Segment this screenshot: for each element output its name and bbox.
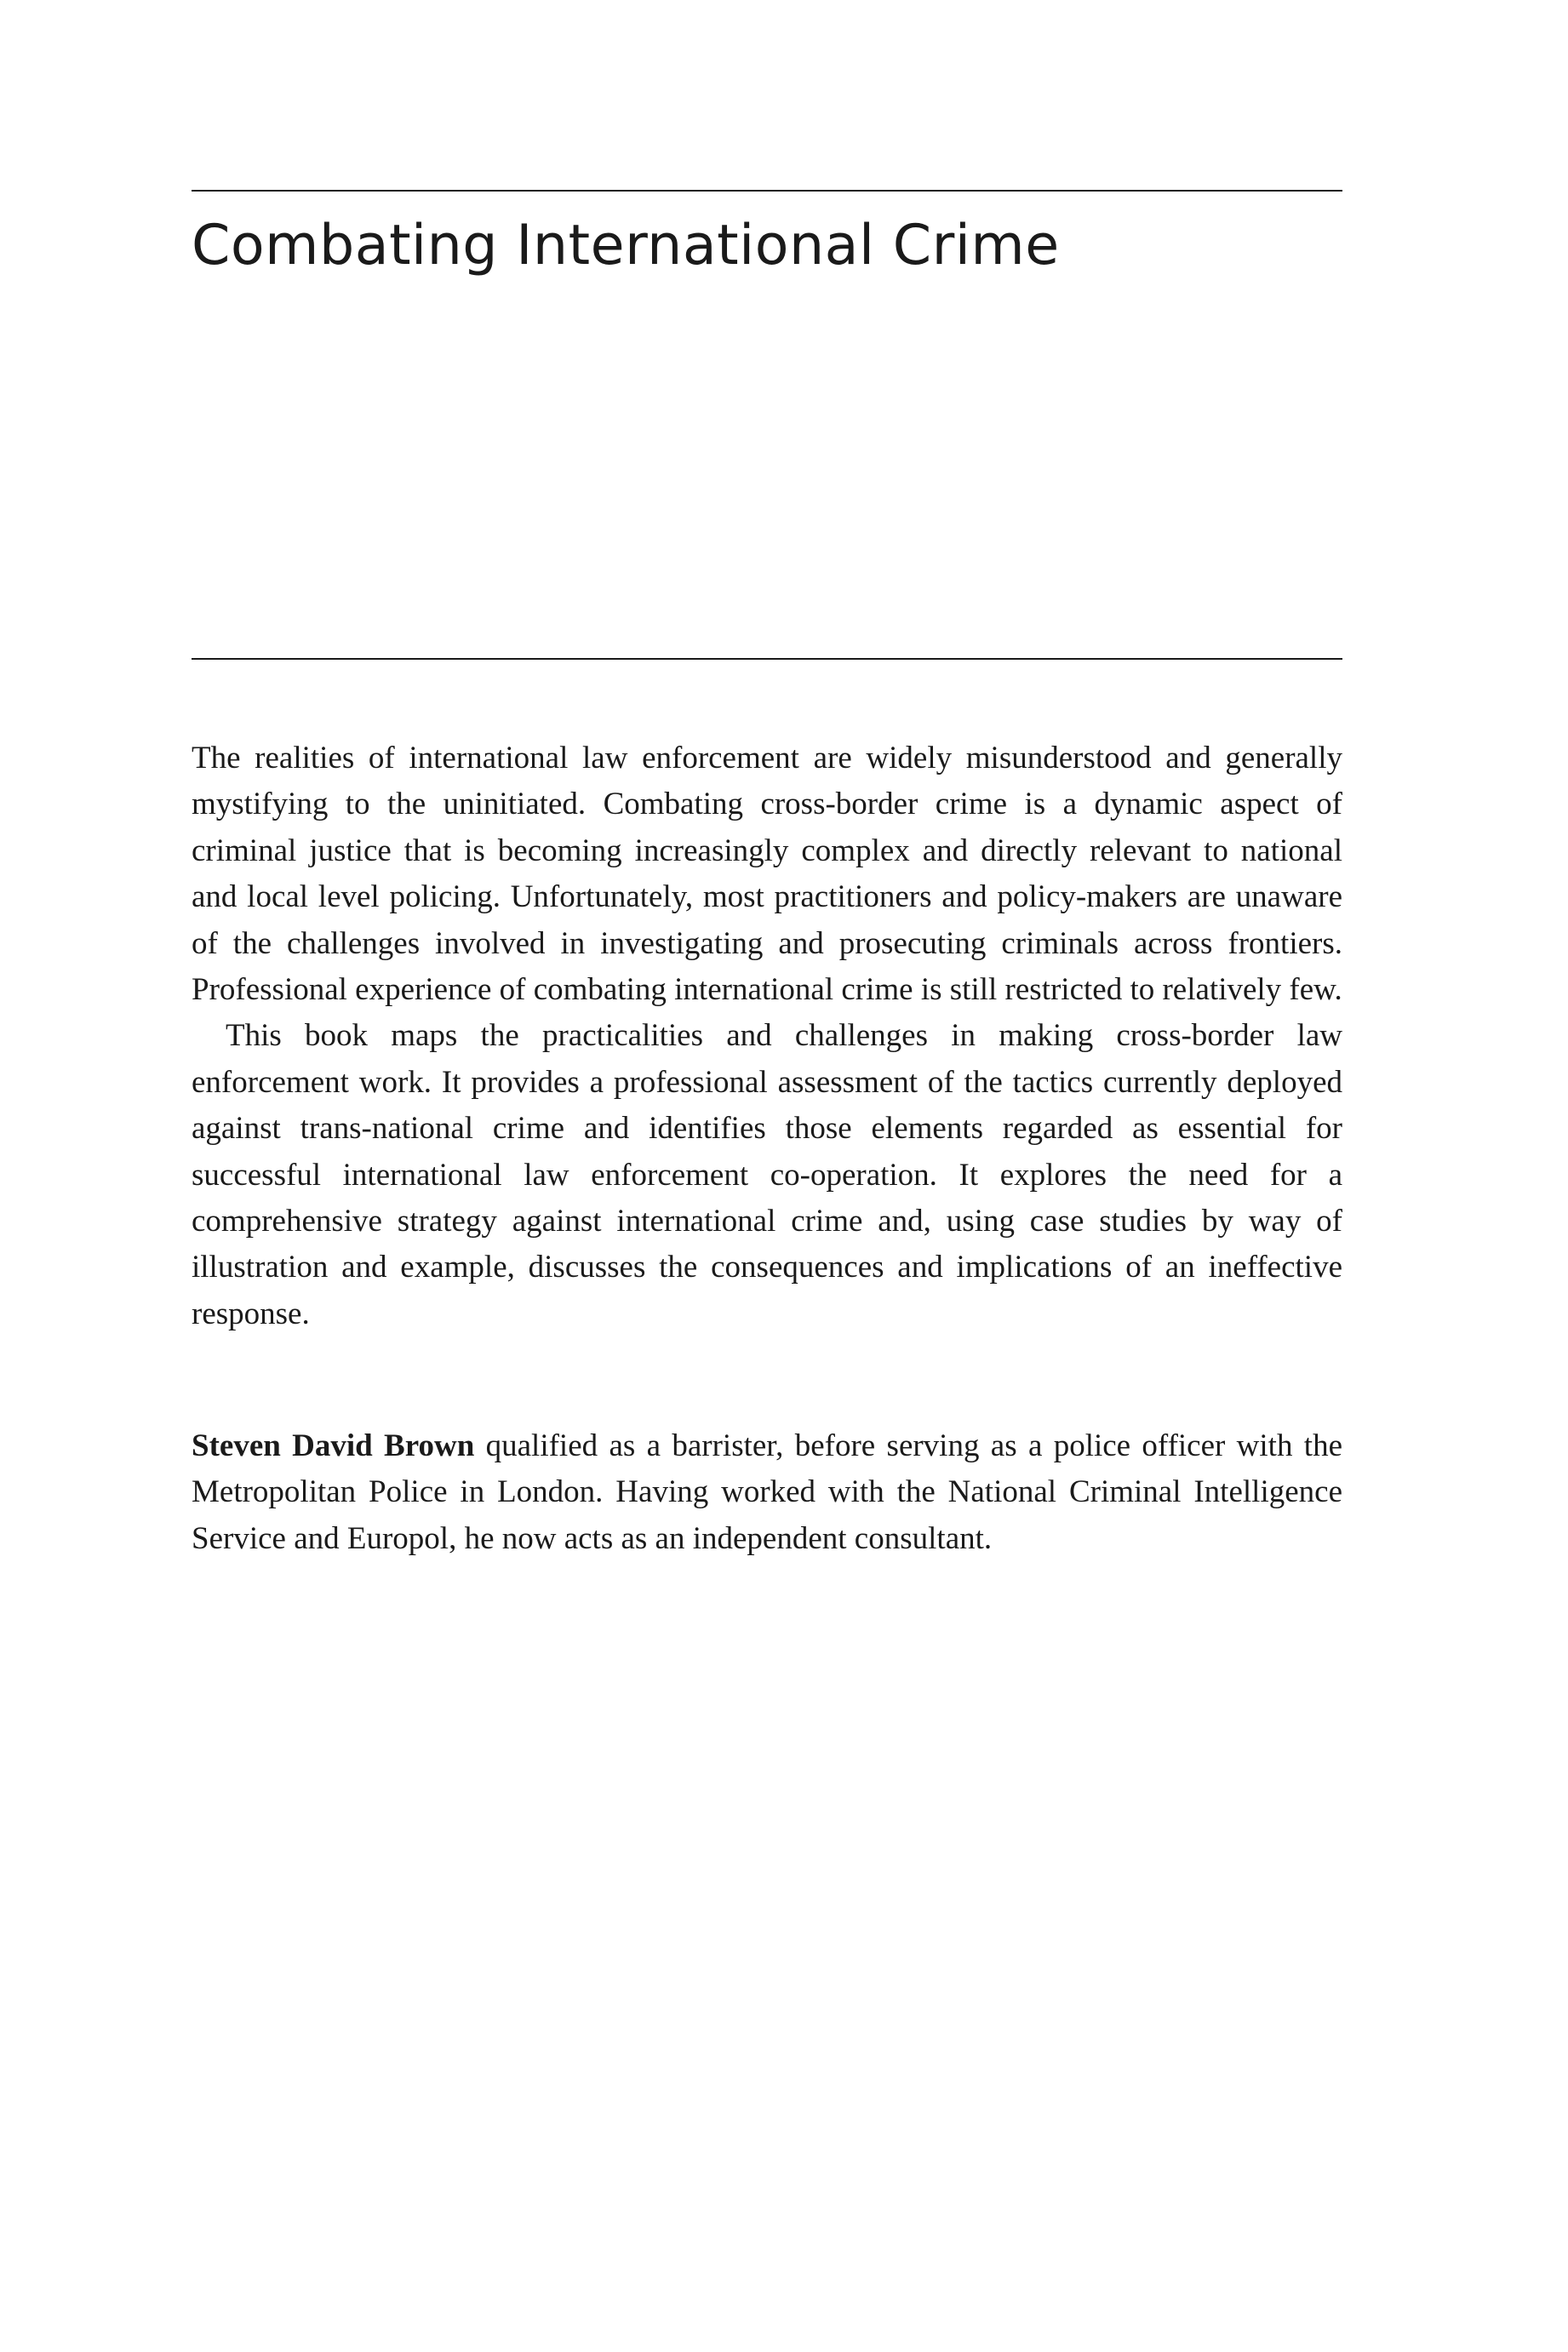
title-top-rule — [192, 190, 1342, 192]
book-description — [192, 735, 1342, 1337]
author-bio-text: qualified as a barrister, before serving as a police officer with the Metropolitan Police in London. Having worked with the National Criminal Intelligence Service and Europol, he now acts as an independent consultant. — [192, 1428, 1342, 1556]
author-name: Steven David Brown — [192, 1428, 475, 1463]
description-paragraph-2: This book maps the practicalities and challenges in making cross-border law enforcement work. It provides a professional assessment of the tactics currently deployed against trans-national crime and identifies those elements regarded as essential for successful international law enforcement co-operation. It explores the need for a comprehensive strategy against international crime and, using case studies by way of illustration and example, discusses the consequences and implications of an ineffective response. — [192, 1018, 1342, 1331]
book-title: Combating International Crime — [192, 214, 1060, 278]
author-bio — [192, 1423, 1342, 1562]
title-bottom-rule — [192, 658, 1342, 660]
author-bio-paragraph — [192, 1423, 1342, 1562]
description-paragraph-1: The realities of international law enforcement are widely misunderstood and generally mystifying to the uninitiated. Combating cross-border crime is a dynamic aspect of criminal justice that is becoming increasingly complex and directly relevant to national and local level policing. Unfortunately, most practitioners and policy-makers are unaware of the challenges involved in investigating and prosecuting criminals across frontiers. Professional experience of combating international crime is still restricted to relatively few. — [192, 741, 1342, 1008]
